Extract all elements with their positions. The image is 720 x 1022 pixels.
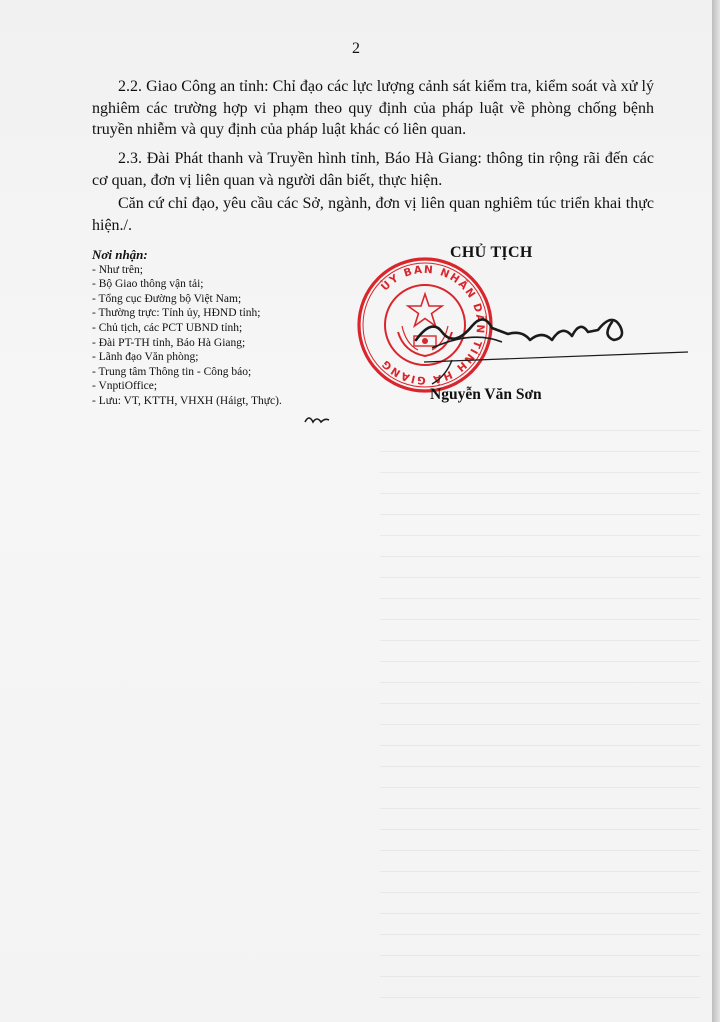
handwritten-signature-icon (412, 300, 692, 390)
recipient-item: - VnptiOffice; (92, 380, 158, 393)
recipients-list (92, 263, 282, 409)
page-number: 2 (352, 40, 360, 57)
signer-name: Nguyễn Văn Sơn (430, 386, 542, 403)
signer-title: CHỦ TỊCH (450, 244, 533, 261)
recipients-heading: Nơi nhận: (92, 247, 148, 262)
recipient-item: - Chủ tịch, các PCT UBND tỉnh; (92, 321, 243, 334)
recipient-item: - Lưu: VT, KTTH, VHXH (Háigt, Thực). (92, 394, 282, 407)
recipient-item: - Bộ Giao thông vận tải; (92, 278, 204, 291)
page-edge (712, 0, 720, 1022)
recipient-item: - Thường trực: Tỉnh ủy, HĐND tỉnh; (92, 307, 261, 320)
paragraph-2-2: 2.2. Giao Công an tỉnh: Chỉ đạo các lực lượng cảnh sát kiểm tra, kiểm soát và xử lý nghiêm các trường hợp vi phạm theo quy định của pháp luật về phòng chống bệnh truyền nhiễm và quy định của pháp luật khác có liên quan. (92, 78, 654, 138)
recipient-item: - Đài PT-TH tỉnh, Báo Hà Giang; (92, 336, 246, 349)
initials-mark-icon (303, 412, 331, 428)
paper-bleed-through (380, 420, 700, 1000)
paragraph-2-3: 2.3. Đài Phát thanh và Truyền hình tỉnh, Báo Hà Giang: thông tin rộng rãi đến các cơ quan, đơn vị liên quan và người dân biết, thực hiện. (92, 150, 654, 189)
paragraph-closing: Căn cứ chỉ đạo, yêu cầu các Sở, ngành, đơn vị liên quan nghiêm túc triển khai thực hiện./. (92, 195, 654, 234)
seal-text: ỦY BAN NHÂN DÂN TỈNH HÀ GIANG (378, 263, 487, 387)
recipient-item: - Tổng cục Đường bộ Việt Nam; (92, 292, 242, 305)
recipient-item: - Trung tâm Thông tin - Công báo; (92, 365, 252, 378)
recipients-block (92, 248, 282, 409)
recipient-item: - Như trên; (92, 263, 143, 276)
recipient-item: - Lãnh đạo Văn phòng; (92, 351, 199, 364)
